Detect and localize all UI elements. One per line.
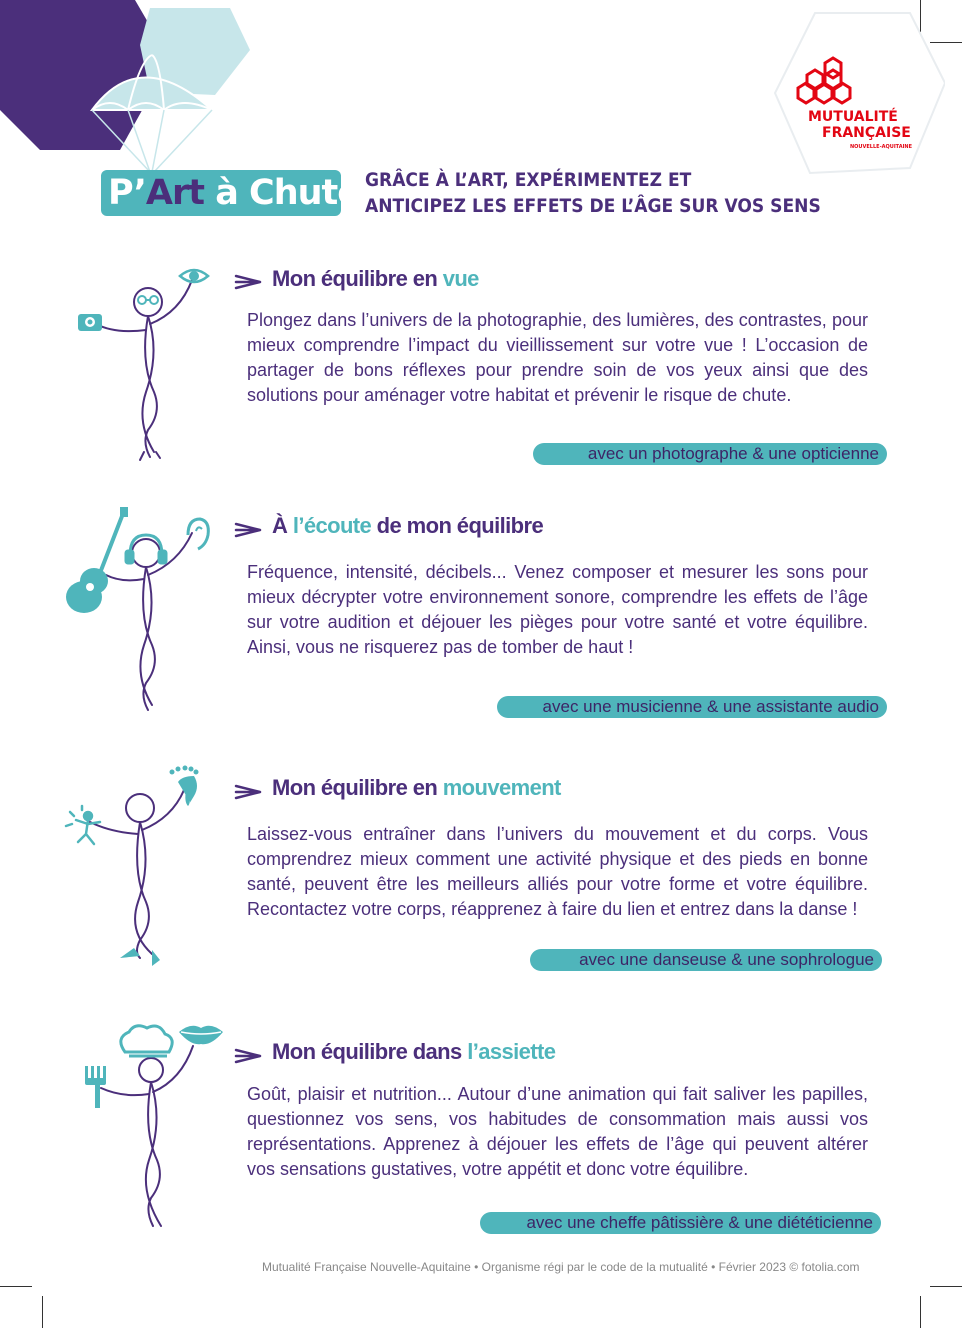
with-badge-vision: avec un photographe & une opticienne — [533, 443, 887, 465]
subtitle-line2: ANTICIPEZ LES EFFETS DE L’ÂGE SUR VOS SENS — [365, 195, 821, 217]
crop-mark — [42, 1296, 43, 1328]
section-title-taste — [272, 1039, 555, 1065]
page-title — [108, 170, 360, 216]
eye-icon — [180, 270, 208, 282]
guitar-icon — [66, 507, 128, 613]
footprint-icon — [170, 766, 199, 807]
section-text-vision: Plongez dans l’univers de la photographie, des lumières, des contrastes, pour mieux comprendre l’impact du vieillissement sur votre vue ! L’occasion de partager de bons réflexes pour prendre soin de vos yeux ainsi que des solutions pour aménager votre habitat et prévenir le risque de chute. — [247, 310, 868, 405]
section-title-vision — [272, 266, 479, 292]
arrow-lines-icon — [234, 270, 264, 294]
chef-hat-icon — [121, 1026, 172, 1056]
mutualite-logo — [770, 8, 945, 183]
title-highlight: mouvement — [442, 775, 561, 800]
figure-taste — [75, 1018, 235, 1238]
title-part1: P’ — [108, 173, 146, 213]
camera-icon — [78, 314, 102, 331]
subtitle-line1: GRÂCE À L’ART, EXPÉRIMENTEZ ET — [365, 169, 692, 191]
title-part3: à — [215, 173, 238, 213]
section-text-taste: Goût, plaisir et nutrition... Autour d’une animation qui fait saliver les papilles, questionnez vos sens, vos habitudes de consommation mais aussi vos représentations. Apprenez à déjouer les effets de l’âge qui peuvent altérer vos sensations gustatives, votre appétit et donc votre équilibre. — [247, 1084, 868, 1179]
footer-text: Mutualité Française Nouvelle-Aquitaine • Organisme régi par le code de la mutualité • Février 2023 © fotolia.com — [262, 1260, 860, 1274]
with-badge-hearing: avec une musicienne & une assistante audio — [497, 696, 887, 718]
logo-line2: FRANÇAISE — [822, 125, 911, 141]
title-highlight: l’assiette — [467, 1039, 556, 1064]
section-text-hearing: Fréquence, intensité, décibels... Venez composer et mesurer les sons pour mieux décrypter votre environnement sonore, comprendre les effets de l’âge sur votre audition et déjouer les pièges pour votre santé et votre équilibre. Ainsi, vous ne risquerez pas de tomber de haut ! — [247, 562, 868, 657]
arrow-lines-icon — [234, 780, 264, 804]
logo-line1: MUTUALITÉ — [808, 109, 898, 125]
crop-mark — [920, 1296, 921, 1328]
crop-mark — [0, 1286, 32, 1287]
figure-movement — [60, 762, 220, 977]
title-text: Mon équilibre en — [272, 775, 443, 800]
figure-hearing — [60, 505, 220, 720]
title-part4: Chute — [249, 173, 361, 213]
title-part2: Art — [145, 173, 205, 213]
fork-icon — [85, 1066, 106, 1108]
purple-hexagon-shape — [0, 0, 170, 150]
with-badge-taste: avec une cheffe pâtissière & une diététicienne — [480, 1212, 881, 1234]
logo-line3: NOUVELLE-AQUITAINE — [850, 144, 913, 150]
crop-mark — [930, 1286, 962, 1287]
arrow-lines-icon — [234, 1044, 264, 1068]
section-text-movement: Laissez-vous entraîner dans l’univers du mouvement et du corps. Vous comprendrez mieux comment une activité physique et des pieds en bonne santé, peuvent être les meilleurs alliés pour votre forme et votre équilibre. Recontactez votre corps, réapprenez à faire du lien et entrez dans la danse ! — [247, 824, 868, 919]
with-badge-movement: avec une danseuse & une sophrologue — [530, 949, 882, 971]
lips-icon — [179, 1026, 223, 1045]
page-subtitle — [365, 167, 865, 219]
arrow-lines-icon — [234, 518, 264, 542]
title-text: de mon équilibre — [371, 513, 544, 538]
title-text: À — [272, 513, 293, 538]
title-text: Mon équilibre en — [272, 266, 443, 291]
title-text: Mon équilibre dans — [272, 1039, 468, 1064]
section-title-hearing — [272, 513, 543, 539]
title-highlight: vue — [442, 266, 479, 291]
section-title-movement — [272, 775, 561, 801]
title-highlight: l’écoute — [292, 513, 372, 538]
figure-vision — [70, 262, 220, 472]
